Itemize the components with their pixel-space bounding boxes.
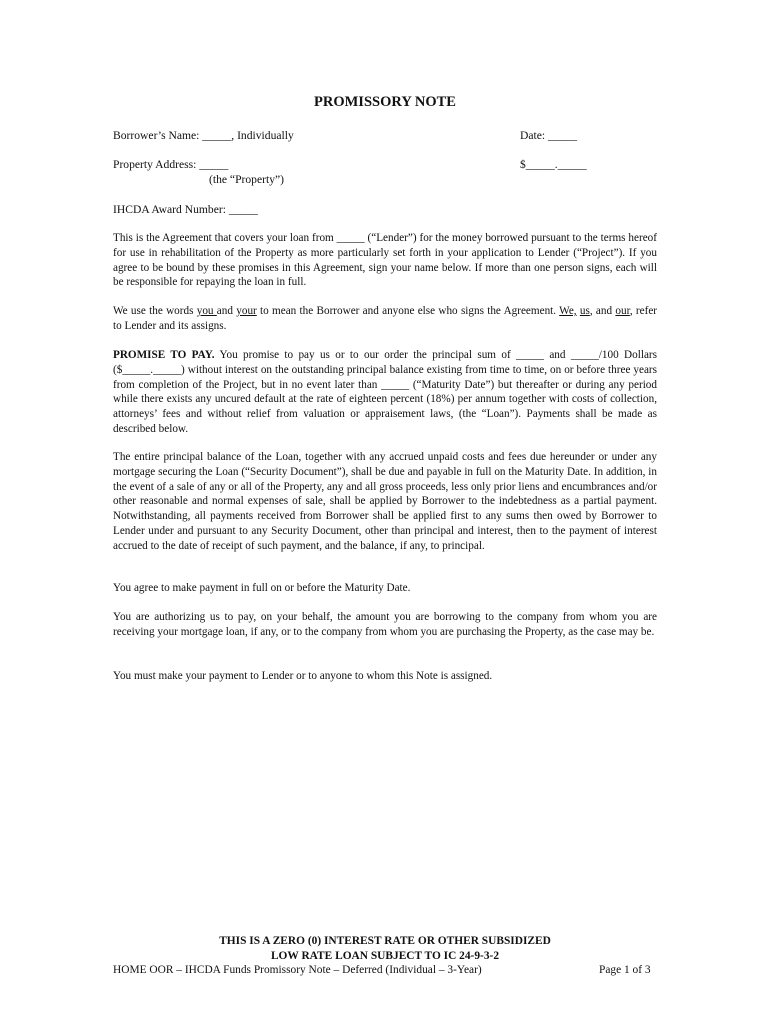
agreement-paragraph: This is the Agreement that covers your loan from _____ (“Lender”) for the money borrowed pursuant to the terms hereof for use in rehabilitation of the Property as more particularly set forth in your application to Lender (“Project”). If you agree to be bound by these promises in this Agreement, sign your name below. If more than one person signs, each will be responsible for repaying the loan in full. bbox=[113, 232, 657, 289]
definitions-paragraph bbox=[113, 304, 657, 334]
date-line: Date: _____ bbox=[520, 129, 577, 142]
award-number-line: IHCDA Award Number: _____ bbox=[113, 203, 258, 216]
promise-to-pay-paragraph bbox=[113, 348, 657, 437]
term-us: us bbox=[579, 305, 590, 317]
amount-line: $_____._____ bbox=[520, 158, 587, 171]
borrower-name-line: Borrower’s Name: _____, Individually bbox=[113, 129, 294, 142]
promise-to-pay-body: You promise to pay us or to our order the principal sum of _____ and _____/100 Dollars ($_____._____) without interest on the outstanding principal balance existing from time to time, on or before three years from completion of the Project, but in no event later than _____ (“Maturity Date”) but thereafter or during any period while there exists any uncured default at the rate of eighteen percent (18%) per annum together with costs of collection, attorneys’ fees and without relief from valuation or appraisement laws, (the “Loan”). Payments shall be made as described below. bbox=[113, 349, 657, 435]
term-you: you bbox=[196, 305, 217, 317]
text-span: , refer to Lender and its assigns. bbox=[113, 305, 658, 332]
principal-balance-paragraph: The entire principal balance of the Loan, together with any accrued unpaid costs and fees due hereunder or under any mortgage securing the Loan (“Security Document”), shall be due and payable in full on the Maturity Date. In addition, in the event of a sale of any or all of the Property, any and all gross proceeds, less only prior liens and encumbrances and/or other reasonable and normal expenses of sale, shall be applied by Borrower to the indebtedness as a partial payment. Notwithstanding, all payments received from Borrower shall be applied first to any sums then owed by Borrower to Lender under and pursuant to any Security Document, other than principal and interest, then to the payment of interest accrued to the date of receipt of such payment, and the balance, if any, to principal. bbox=[113, 451, 657, 552]
term-our: our bbox=[615, 305, 630, 317]
term-we: We, bbox=[559, 305, 577, 317]
payment-recipient-paragraph: You must make your payment to Lender or to anyone to whom this Note is assigned. bbox=[113, 670, 493, 682]
property-note: (the “Property”) bbox=[209, 173, 285, 186]
text-span: , and bbox=[589, 305, 616, 317]
text-span: to mean the Borrower and anyone else who signs the Agreement. bbox=[256, 305, 560, 317]
text-span: We use the words bbox=[113, 305, 197, 317]
footer-notice-line1: THIS IS A ZERO (0) INTEREST RATE OR OTHER SUBSIDIZED bbox=[219, 935, 551, 947]
footer-page-number: Page 1 of 3 bbox=[599, 964, 651, 976]
promise-to-pay-heading: PROMISE TO PAY. bbox=[113, 349, 215, 361]
document-title: PROMISSORY NOTE bbox=[314, 94, 456, 110]
term-your: your bbox=[236, 305, 257, 317]
property-address-line: Property Address: _____ bbox=[113, 158, 229, 171]
authorization-paragraph: You are authorizing us to pay, on your behalf, the amount you are borrowing to the company from whom you are receiving your mortgage loan, if any, or to the company from whom you are purchasing the Property, as the case may be. bbox=[113, 611, 657, 638]
text-span: and bbox=[216, 305, 237, 317]
footer-notice-line2: LOW RATE LOAN SUBJECT TO IC 24-9-3-2 bbox=[270, 950, 500, 962]
footer-document-name: HOME OOR – IHCDA Funds Promissory Note – Deferred (Individual – 3-Year) bbox=[113, 964, 482, 976]
maturity-payment-paragraph: You agree to make payment in full on or before the Maturity Date. bbox=[113, 582, 411, 594]
